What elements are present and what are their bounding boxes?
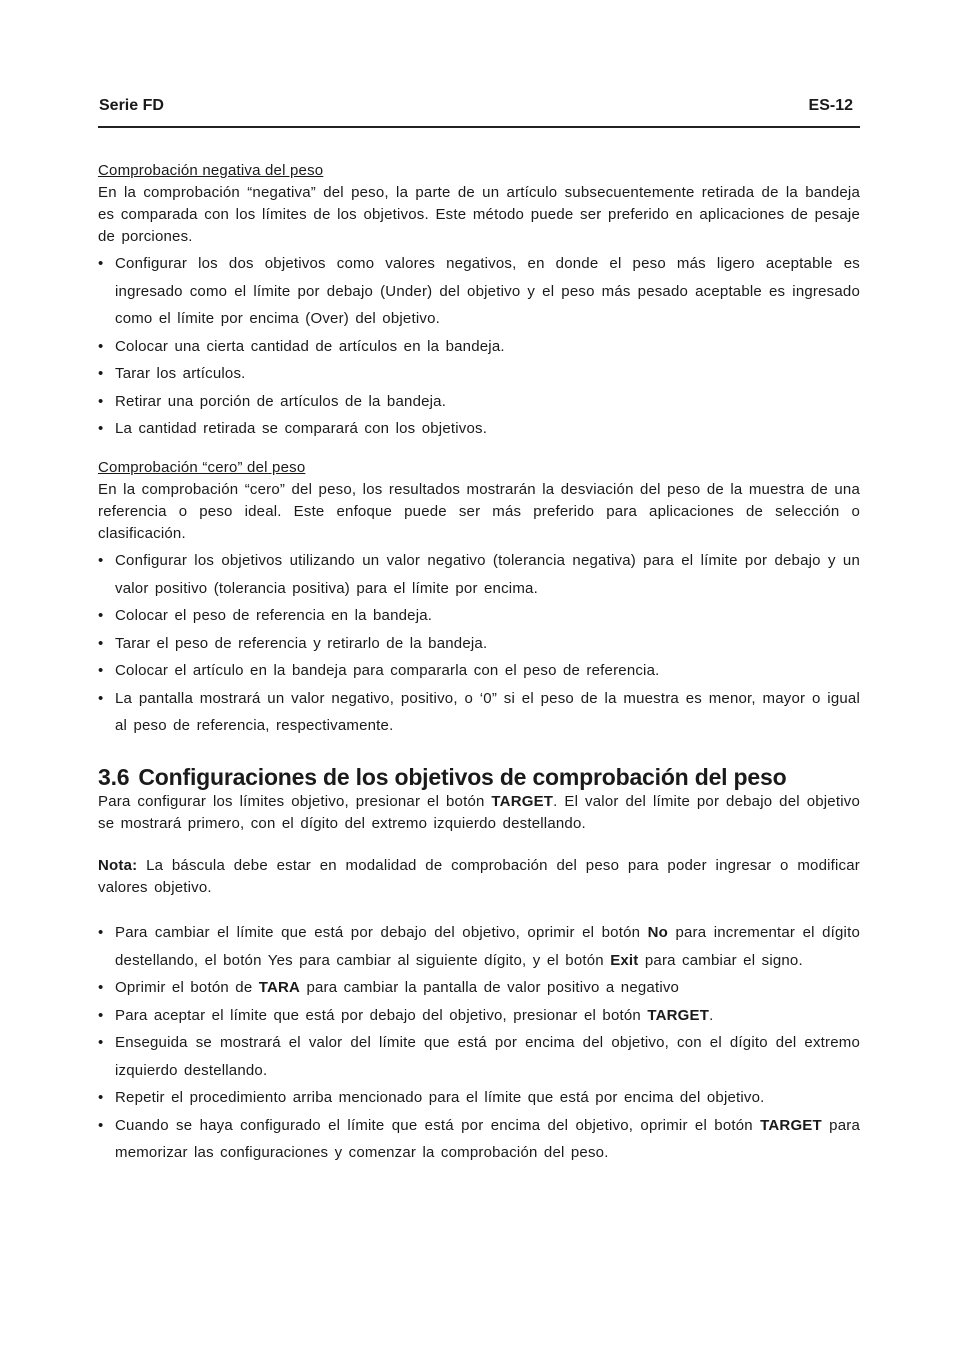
list-item: • Configurar los objetivos utilizando un valor negativo (tolerancia negativa) para el límite por debajo y un valor positivo (tolerancia positiva) para el límite por encima. <box>98 552 860 597</box>
no-key: No <box>647 924 669 941</box>
cero-list <box>98 547 860 740</box>
negativa-list <box>98 250 860 443</box>
target-key: TARGET <box>491 793 554 810</box>
note-label: Nota: <box>98 857 138 874</box>
tara-key: TARA <box>258 979 301 996</box>
note: Nota: La báscula debe estar en modalidad de comprobación del peso para poder ingresar o modificar valores objetivo. <box>98 857 860 896</box>
list-item: • Repetir el procedimiento arriba mencionado para el límite que está por encima del objetivo. <box>98 1089 765 1106</box>
section-title: Configuraciones de los objetivos de comprobación del peso <box>138 764 787 790</box>
list-item: • Para aceptar el límite que está por debajo del objetivo, presionar el botón TARGET. <box>98 1006 714 1024</box>
list-item: • La pantalla mostrará un valor negativo, positivo, o ‘0” si el peso de la muestra es menor, mayor o igual al peso de referencia, respectivamente. <box>98 689 860 734</box>
section-negativa <box>98 160 860 443</box>
section-cero <box>98 457 860 740</box>
list-item: • Colocar el peso de referencia en la bandeja. <box>98 607 433 624</box>
header-series: Serie FD <box>99 97 164 114</box>
negativa-intro: En la comprobación “negativa” del peso, la parte de un artículo subsecuentemente retirada de la bandeja es comparada con los límites de los objetivos. Este método puede ser preferido en aplicaciones de pesaje de porciones. <box>98 184 860 245</box>
page-header <box>98 96 860 128</box>
cero-title: Comprobación “cero” del peso <box>98 459 306 476</box>
list-item: • La cantidad retirada se comparará con los objetivos. <box>98 420 488 437</box>
section-3-6 <box>98 763 860 1167</box>
list-item: • Retirar una porción de artículos de la bandeja. <box>98 392 447 410</box>
list-item: • Enseguida se mostrará el valor del límite que está por encima del objetivo, con el dígito del extremo izquierdo destellando. <box>98 1034 860 1079</box>
target-key: TARGET <box>760 1116 822 1134</box>
list-item: • Tarar el peso de referencia y retirarlo de la bandeja. <box>98 634 488 652</box>
list-item: • Colocar el artículo en la bandeja para compararla con el peso de referencia. <box>98 662 660 679</box>
list-item: • Configurar los dos objetivos como valores negativos, en donde el peso más ligero aceptable es ingresado como el límite por debajo (Under) del objetivo y el peso más pesado aceptable es ingresado como el límite por encima (Over) del objetivo. <box>98 255 860 327</box>
section-number: 3.6 <box>98 764 130 790</box>
header-page-number: ES-12 <box>808 97 853 114</box>
exit-key: Exit <box>610 951 639 969</box>
list-item: • Cuando se haya configurado el límite que está por encima del objetivo, oprimir el botón TARGET para memorizar las configuraciones y comenzar la comprobación del peso. <box>98 1116 860 1161</box>
target-key: TARGET <box>647 1006 710 1024</box>
section-intro: Para configurar los límites objetivo, presionar el botón TARGET. El valor del límite por debajo del objetivo se mostrará primero, con el dígito del extremo izquierdo destellando. <box>98 793 860 832</box>
negativa-title: Comprobación negativa del peso <box>98 162 324 179</box>
cero-intro: En la comprobación “cero” del peso, los resultados mostrarán la desviación del peso de la muestra de una referencia o peso ideal. Este enfoque puede ser más preferido para aplicaciones de selección o clasificación. <box>98 481 860 542</box>
list-item: • Para cambiar el límite que está por debajo del objetivo, oprimir el botón No para incrementar el dígito destellando, el botón Yes para cambiar al siguiente dígito, y el botón Exit para cambiar el signo. <box>98 924 860 969</box>
section-heading <box>98 763 860 791</box>
list-item: • Oprimir el botón de TARA para cambiar la pantalla de valor positivo a negativo <box>98 979 680 996</box>
list-item: • Tarar los artículos. <box>98 365 246 382</box>
settings-list <box>98 919 860 1167</box>
list-item: • Colocar una cierta cantidad de artículos en la bandeja. <box>98 337 505 355</box>
